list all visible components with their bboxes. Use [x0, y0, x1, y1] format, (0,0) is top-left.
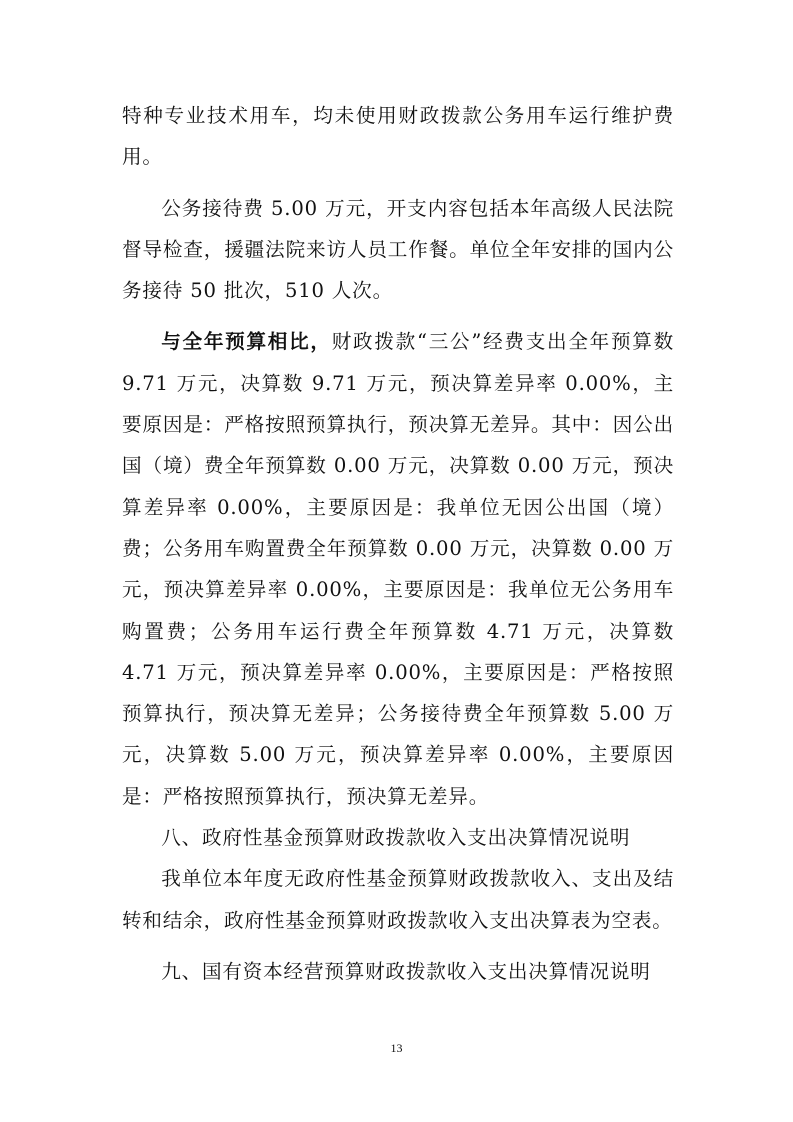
section-heading-9: 九、国有资本经营预算财政拨款收入支出决算情况说明	[161, 959, 651, 983]
paragraph-vehicle-continuation: 特种专业技术用车，均未使用财政拨款公务用车运行维护费用。	[122, 104, 674, 169]
budget-comparison-text: 财政拨款“三公”经费支出全年预算数 9.71 万元，决算数 9.71 万元，预决算差异率 0.00%，主要原因是：严格按照预算执行，预决算无差异。其中：因公出国（境）费全年预算数 0.00 万元，决算数 0.00 万元，预决算差异率 0.00%，主要原因是：我单位无因公出国（境）费；公务用车购置费全年预算数 0.00 万元，决算数 0.00 万元，预决算差异率 0.00%，主要原因是：我单位无公务用车购置费；公务用车运行费全年预算数 4.71 万元，决算数 4.71 万元，预决算差异率 0.00%，主要原因是：严格按照预算执行，预决算无差异；公务接待费全年预算数 5.00 万元，决算数 5.00 万元，预决算差异率 0.00%，主要原因是：严格按照预算执行，预决算无差异。	[122, 330, 674, 808]
paragraph-government-fund: 我单位本年度无政府性基金预算财政拨款收入、支出及结转和结余，政府性基金预算财政拨款收入支出决算表为空表。	[122, 867, 674, 932]
paragraph-budget-comparison	[122, 321, 674, 817]
paragraph-reception-expense: 公务接待费 5.00 万元，开支内容包括本年高级人民法院督导检查，援疆法院来访人员工作餐。单位全年安排的国内公务接待 50 批次，510 人次。	[122, 196, 674, 303]
budget-comparison-lead: 与全年预算相比，	[161, 330, 332, 354]
section-heading-8: 八、政府性基金预算财政拨款收入支出决算情况说明	[161, 826, 631, 850]
page-number: 13	[390, 1041, 403, 1055]
document-body	[122, 95, 674, 992]
